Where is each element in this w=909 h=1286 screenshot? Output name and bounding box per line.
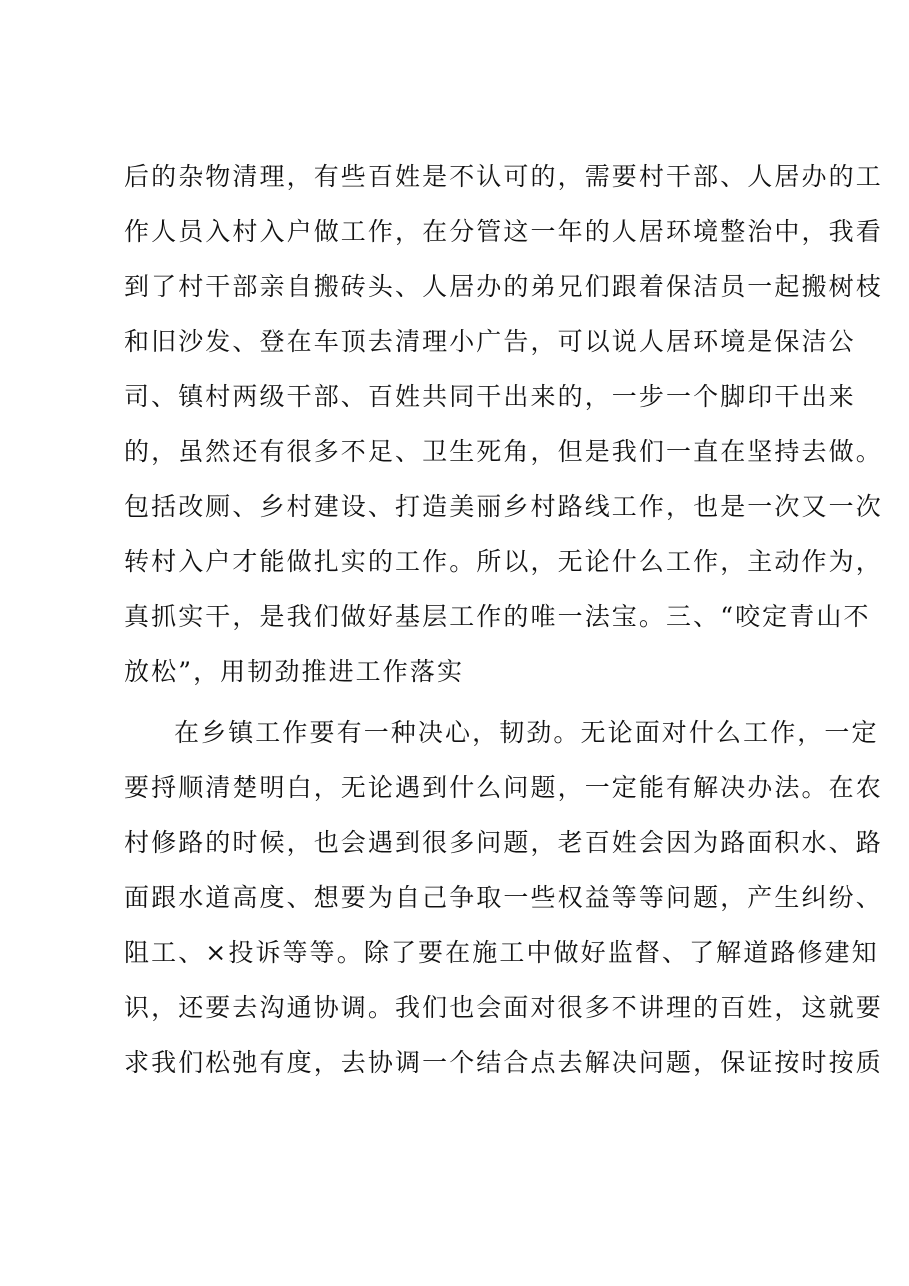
paragraph-1-line-8: 转村入户才能做扎实的工作。所以，无论什么工作，主动作为， bbox=[124, 547, 883, 576]
paragraph-1-line-2: 作人员入村入户做工作，在分管这一年的人居环境整治中，我看 bbox=[124, 217, 883, 246]
paragraph-1-line-6: 的，虽然还有很多不足、卫生死角，但是我们一直在坚持去做。 bbox=[124, 437, 883, 466]
paragraph-1-line-7: 包括改厕、乡村建设、打造美丽乡村路线工作，也是一次又一次 bbox=[124, 492, 883, 521]
paragraph-1 bbox=[124, 149, 883, 699]
paragraph-2-line-7: 求我们松弛有度，去协调一个结合点去解决问题，保证按时按质 bbox=[124, 1048, 883, 1077]
paragraph-2-line-3: 村修路的时候，也会遇到很多问题，老百姓会因为路面积水、路 bbox=[124, 828, 883, 857]
paragraph-2-line-1: 在乡镇工作要有一种决心，韧劲。无论面对什么工作，一定 bbox=[174, 718, 879, 747]
paragraph-2-line-5: 阻工、×投诉等等。除了要在施工中做好监督、了解道路修建知 bbox=[124, 938, 879, 967]
paragraph-1-line-4: 和旧沙发、登在车顶去清理小广告，可以说人居环境是保洁公 bbox=[124, 327, 856, 356]
paragraph-1-line-9: 真抓实干，是我们做好基层工作的唯一法宝。三、“咬定青山不 bbox=[124, 602, 871, 631]
paragraph-2-line-4: 面跟水道高度、想要为自己争取一些权益等等问题，产生纠纷、 bbox=[124, 883, 883, 912]
paragraph-2 bbox=[124, 705, 883, 1090]
paragraph-1-line-10: 放松”，用韧劲推进工作落实 bbox=[124, 657, 465, 686]
paragraph-1-line-1: 后的杂物清理，有些百姓是不认可的，需要村干部、人居办的工 bbox=[124, 162, 883, 191]
paragraph-2-line-2: 要捋顺清楚明白，无论遇到什么问题，一定能有解决办法。在农 bbox=[124, 773, 883, 802]
paragraph-2-line-6: 识，还要去沟通协调。我们也会面对很多不讲理的百姓，这就要 bbox=[124, 993, 883, 1022]
paragraph-1-line-3: 到了村干部亲自搬砖头、人居办的弟兄们跟着保洁员一起搬树枝 bbox=[124, 272, 883, 301]
paragraph-1-line-5: 司、镇村两级干部、百姓共同干出来的，一步一个脚印干出来 bbox=[124, 382, 856, 411]
